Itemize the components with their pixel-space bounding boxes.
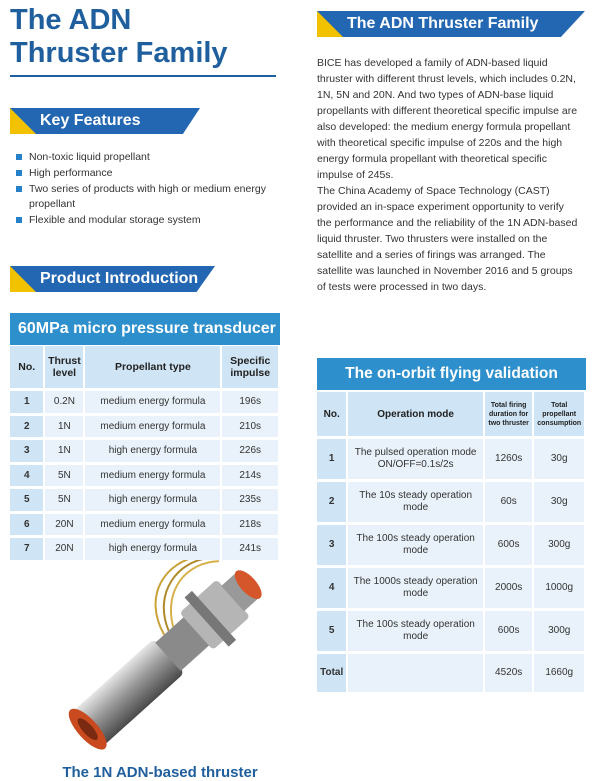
list-item: Flexible and modular storage system [16,213,291,228]
family-heading: The ADN Thruster Family [347,15,539,32]
list-item: Two series of products with high or medium energy propellant [16,182,291,212]
bullet-icon [16,170,22,176]
bullet-icon [16,154,22,160]
table-row: 1 0.2N medium energy formula 196s [10,391,280,416]
table-row: 3 1N high energy formula 226s [10,440,280,465]
thruster-image [30,560,290,760]
bullet-icon [16,217,22,223]
title-divider [10,75,276,77]
table-row: 6 20N medium energy formula 218s [10,514,280,539]
family-banner [317,11,585,37]
column-header: Propellant type [85,346,222,391]
table-row: 5 The 100s steady operation mode 600s 300g [317,611,586,654]
key-features-heading: Key Features [40,112,141,129]
page-title [10,4,280,70]
table-row: 4 5N medium energy formula 214s [10,465,280,490]
column-header: Specific impulse [222,346,280,391]
table-total-row: Total 4520s 1660g [317,654,586,695]
thruster-caption: The 1N ADN-based thruster [62,764,258,781]
list-item: High performance [16,166,291,181]
table-row: 2 The 10s steady operation mode 60s 30g [317,482,586,525]
family-paragraph-1: BICE has developed a family of ADN-based liquid thruster with different thrust levels, which includes 0.2N, 1N, 5N and 20N. And two types of ADN-base liquid propellants with different theoretical specific impulse are also developed: the medium energy formula propellant with theoretical specific impulse of 220s and the high energy formula propellant with theoretical specific impulse of 245s. [317,57,578,181]
key-features-banner [10,108,200,134]
table-row: 3 The 100s steady operation mode 600s 300g [317,525,586,568]
list-item: Non-toxic liquid propellant [16,150,291,165]
family-paragraph-2: The China Academy of Space Technology (CAST) provided an in-space experiment opportunity to verify the performance and the reliability of the 1N ADN-based liquid thruster. Two thrusters were installed on the satellite and a series of firings was arranged. The satellite was launched in November 2016 and 5 groups of tests were processed in two days. [317,185,578,293]
column-header: Operation mode [348,392,484,439]
column-header: Total firing duration for two thruster [485,392,535,439]
table-row: 4 The 1000s steady operation mode 2000s 1000g [317,568,586,611]
product-intro-banner [10,266,215,292]
family-description [317,55,579,295]
page-title-line-2: Thruster Family [10,37,228,69]
product-table [10,346,280,563]
table-header-row [317,392,586,439]
bullet-icon [16,186,22,192]
page-title-line-1: The ADN [10,4,132,36]
key-features-list [16,150,291,229]
product-table-title: 60MPa micro pressure transducer [10,313,280,345]
validation-table [317,392,586,695]
column-header: No. [317,392,348,439]
validation-table-title: The on-orbit flying validation [317,358,586,390]
table-row: 2 1N medium energy formula 210s [10,416,280,441]
table-row: 7 20N high energy formula 241s [10,538,280,563]
column-header: Thrust level [45,346,85,391]
column-header: Total propellant consumption [534,392,586,439]
table-row: 5 5N high energy formula 235s [10,489,280,514]
table-header-row [10,346,280,391]
table-row: 1 The pulsed operation mode ON/OFF=0.1s/2s 1260s 30g [317,439,586,482]
column-header: No. [10,346,45,391]
product-intro-heading: Product Introduction [40,270,199,287]
